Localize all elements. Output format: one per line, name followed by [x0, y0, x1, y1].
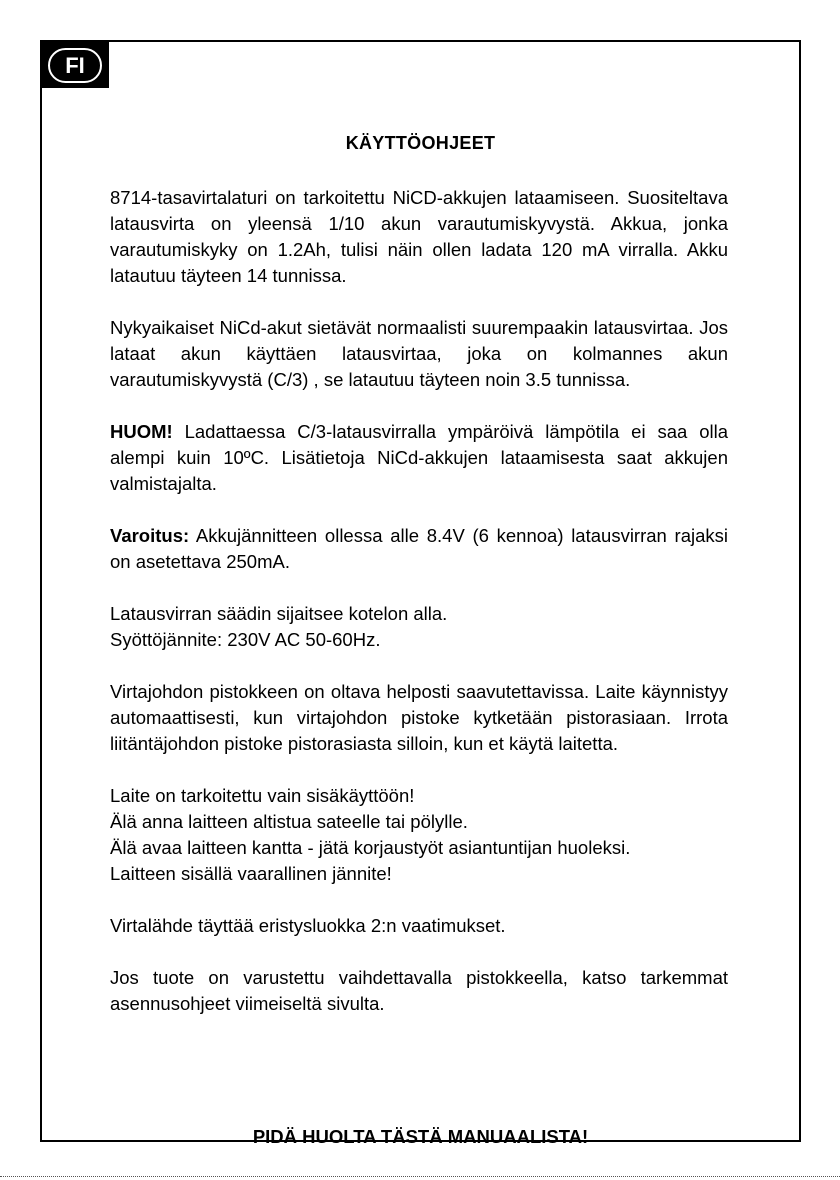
paragraph-fast-charging: Nykyaikaiset NiCd-akut sietävät normaalisti suurempaakin latausvirtaa. Jos lataat akun käyttäen latausvirtaa, joka on kolmannes akun varautumiskyvystä (C/3) , se latautuu täyteen noin 3.5 tunnissa.: [110, 317, 728, 390]
document-title: KÄYTTÖOHJEET: [345, 133, 496, 153]
paragraph-intro: 8714-tasavirtalaturi on tarkoitettu NiCD-akkujen lataamiseen. Suositeltava latausvirta on yleensä 1/10 akun varautumiskyvystä. Akkua, jonka varautumiskyky on 1.2Ah, tulisi näin ollen ladata 120 mA virralla. Akku latautuu täyteen 14 tunnissa.: [110, 187, 728, 286]
paragraph-power-cord: Virtajohdon pistokkeen on oltava helposti saavutettavissa. Laite käynnistyy automaattisesti, kun virtajohdon pistoke kytketään pistorasiaan. Irrota liitäntäjohdon pistoke pistorasiasta silloin, kun et käytä laitetta.: [110, 681, 728, 754]
bottom-rule: [0, 1176, 840, 1177]
paragraph-regulator: [110, 601, 728, 653]
safety-rain: Älä anna laitteen altistua sateelle tai pölylle.: [110, 811, 468, 832]
language-tab: [42, 42, 109, 88]
safety-indoor: Laite on tarkoitettu vain sisäkäyttöön!: [110, 785, 415, 806]
warning-text: Akkujännitteen ollessa alle 8.4V (6 kennoa) latausvirran rajaksi on asetettava 250mA.: [110, 525, 728, 572]
paragraph-safety: [110, 783, 728, 887]
regulator-location: Latausvirran säädin sijaitsee kotelon alla.: [110, 603, 448, 624]
paragraph-note: [110, 419, 728, 497]
note-label: HUOM!: [110, 421, 173, 442]
paragraph-insulation-class: Virtalähde täyttää eristysluokka 2:n vaatimukset.: [110, 915, 506, 936]
supply-voltage: Syöttöjännite: 230V AC 50-60Hz.: [110, 629, 381, 650]
safety-cover: Älä avaa laitteen kantta - jätä korjaustyöt asiantuntijan huoleksi.: [110, 837, 631, 858]
page-frame: [40, 40, 801, 1147]
warning-label: Varoitus:: [110, 525, 190, 546]
note-text: Ladattaessa C/3-latausvirralla ympäröivä lämpötila ei saa olla alempi kuin 10ºC. Lisätietoja NiCd-akkujen lataamisesta saat akkujen valmistajalta.: [110, 421, 728, 494]
paragraph-warning: [110, 523, 728, 575]
safety-voltage: Laitteen sisällä vaarallinen jännite!: [110, 863, 392, 884]
language-badge: FI: [48, 48, 102, 83]
instructions-body: [110, 185, 728, 1043]
footer-note: PIDÄ HUOLTA TÄSTÄ MANUAALISTA!: [252, 1126, 589, 1147]
paragraph-plug: Jos tuote on varustettu vaihdettavalla pistokkeella, katso tarkemmat asennusohjeet viimeiseltä sivulta.: [110, 967, 728, 1014]
